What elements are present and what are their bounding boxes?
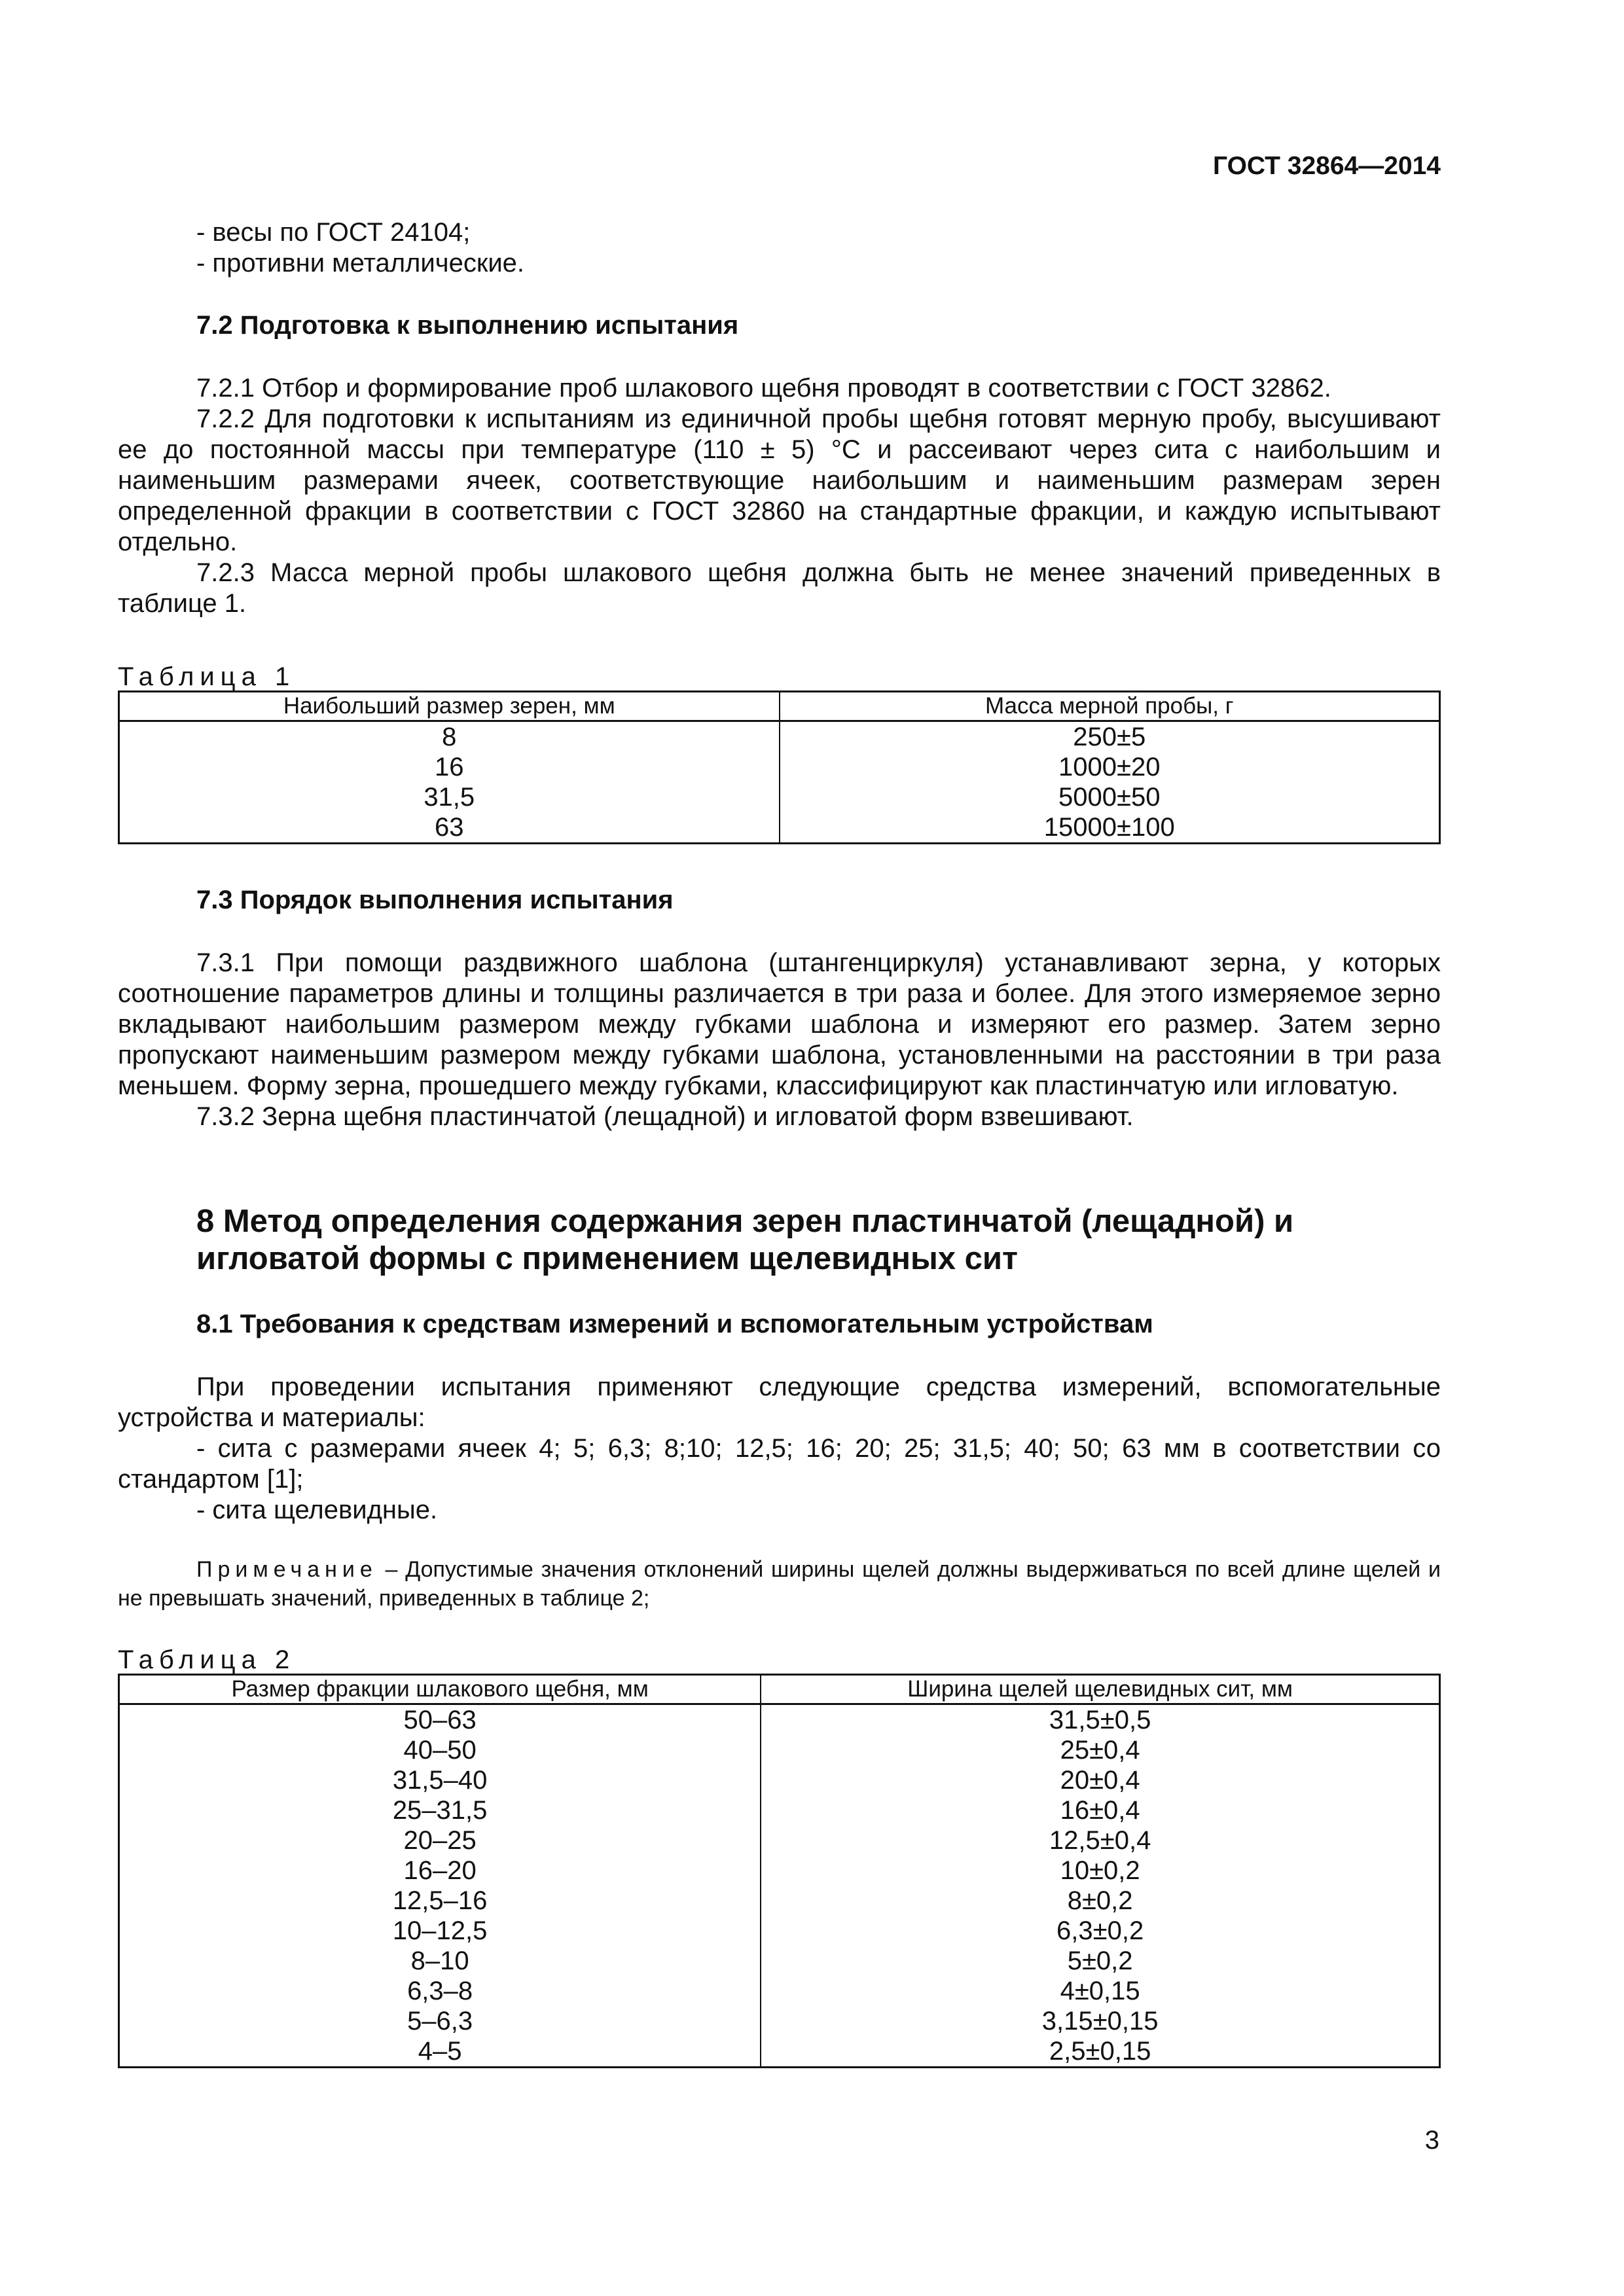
table-row (119, 1916, 1440, 1946)
table-caption: Таблица 2 (118, 1645, 296, 1674)
table-cell: 63 (119, 812, 780, 844)
section-8 (118, 1203, 1441, 1278)
table-cell: 16 (119, 752, 780, 782)
table-cell: 16±0,4 (761, 1795, 1439, 1825)
table-row (119, 1856, 1440, 1886)
chapter-title-line: игловатой формы с применением щелевидных сит (196, 1241, 1019, 1276)
table-header-cell: Ширина щелей щелевидных сит, мм (761, 1675, 1439, 1704)
table-cell: 12,5±0,4 (761, 1825, 1439, 1856)
table-cell: 5±0,2 (761, 1946, 1439, 1976)
table-cell: 1000±20 (780, 752, 1440, 782)
table-caption: Таблица 1 (118, 662, 296, 691)
table-cell: 10–12,5 (119, 1916, 761, 1946)
table-row (119, 782, 1440, 812)
table-cell: 16–20 (119, 1856, 761, 1886)
table-cell: 31,5–40 (119, 1765, 761, 1795)
table-header-cell: Наибольший размер зерен, мм (119, 692, 780, 721)
table-cell: 20±0,4 (761, 1765, 1439, 1795)
list-item: - противни металлические. (196, 249, 525, 278)
note-text: – Допустимые значения отклонений ширины щелей должны выдерживаться по всей длине щелей и не превышать значений, приведенных в таблице 2; (118, 1557, 1441, 1611)
paragraph: 7.3.2 Зерна щебня пластинчатой (лещадной) и игловатой форм взвешивают. (196, 1102, 1134, 1131)
table-row (119, 1825, 1440, 1856)
table-1-block (118, 663, 1441, 844)
section-7-3-body (118, 948, 1441, 1132)
paragraph: 7.3.1 При помощи раздвижного шаблона (штангенциркуля) устанавливают зерна, у которых соотношение параметров длины и толщины различается в три раза и более. Для этого измеряемое зерно вкладывают наибольшим размером между губками шаблона и измеряют его размер. Затем зерно пропускают наименьшим размером между губками шаблона, установленными на расстоянии в три раза меньшем. Форму зерна, прошедшего между губками, классифицируют как пластинчатую или игловатую. (118, 948, 1441, 1100)
paragraph: 7.2.3 Масса мерной пробы шлакового щебня должна быть не менее значений приведенных в таблице 1. (118, 558, 1441, 618)
table-cell: 8–10 (119, 1946, 761, 1976)
intro-list (118, 217, 1441, 279)
table-cell: 8 (119, 721, 780, 753)
table-2-block (118, 1646, 1441, 2068)
section-7-2-body (118, 373, 1441, 619)
table-cell: 20–25 (119, 1825, 761, 1856)
table-cell: 50–63 (119, 1704, 761, 1736)
section-title: 7.3 Порядок выполнения испытания (196, 886, 674, 914)
table-cell: 31,5±0,5 (761, 1704, 1439, 1736)
chapter-title-line: 8 Метод определения содержания зерен пластинчатой (лещадной) и (196, 1204, 1294, 1239)
table-row (119, 812, 1440, 844)
table-row (119, 1976, 1440, 2006)
section-7-2 (118, 310, 1441, 341)
note-block (118, 1555, 1441, 1613)
table-cell: 8±0,2 (761, 1886, 1439, 1916)
table-cell: 2,5±0,15 (761, 2036, 1439, 2068)
section-8-1-body (118, 1372, 1441, 1526)
section-title: 7.2 Подготовка к выполнению испытания (196, 311, 739, 340)
table-cell: 31,5 (119, 782, 780, 812)
table-cell: 4–5 (119, 2036, 761, 2068)
paragraph: - сита с размерами ячеек 4; 5; 6,3; 8;10; 12,5; 16; 20; 25; 31,5; 40; 50; 63 мм в соответствии со стандартом [1]; (118, 1434, 1441, 1494)
note (118, 1555, 1441, 1613)
section-8-1 (118, 1309, 1441, 1340)
paragraph: 7.2.1 Отбор и формирование проб шлакового щебня проводят в соответствии с ГОСТ 32862. (196, 374, 1331, 403)
note-label: Примечание (196, 1557, 378, 1582)
page-number: 3 (1424, 2126, 1439, 2155)
table-header-cell: Масса мерной пробы, г (780, 692, 1440, 721)
table-1 (118, 691, 1441, 844)
table-cell: 4±0,15 (761, 1976, 1439, 2006)
table-row (119, 2006, 1440, 2036)
table-row (119, 1946, 1440, 1976)
table-cell: 6,3–8 (119, 1976, 761, 2006)
table-cell: 12,5–16 (119, 1886, 761, 1916)
table-row (119, 752, 1440, 782)
paragraph: При проведении испытания применяют следующие средства измерений, вспомогательные устройства и материалы: (118, 1372, 1441, 1432)
table-cell: 10±0,2 (761, 1856, 1439, 1886)
table-cell: 25–31,5 (119, 1795, 761, 1825)
table-cell: 40–50 (119, 1735, 761, 1765)
table-row (119, 2036, 1440, 2068)
table-2 (118, 1674, 1441, 2068)
table-cell: 5–6,3 (119, 2006, 761, 2036)
table-row (119, 1735, 1440, 1765)
table-cell: 250±5 (780, 721, 1440, 753)
section-7-3 (118, 885, 1441, 916)
paragraph: 7.2.2 Для подготовки к испытаниям из единичной пробы щебня готовят мерную пробу, высушивают ее до постоянной массы при температуре (110 ± 5) °С и рассеивают через сита с наибольшим и наименьшим размерами ячеек, соответствующие наибольшим и наименьшим размерам зерен определенной фракции в соответствии с ГОСТ 32860 на стандартные фракции, и каждую испытывают отдельно. (118, 404, 1441, 556)
table-cell: 25±0,4 (761, 1735, 1439, 1765)
table-cell: 15000±100 (780, 812, 1440, 844)
list-item: - весы по ГОСТ 24104; (196, 218, 471, 247)
document-code: ГОСТ 32864—2014 (1213, 152, 1441, 180)
paragraph: - сита щелевидные. (196, 1496, 438, 1524)
table-cell: 6,3±0,2 (761, 1916, 1439, 1946)
table-header-cell: Размер фракции шлакового щебня, мм (119, 1675, 761, 1704)
table-row (119, 721, 1440, 753)
table-row (119, 1795, 1440, 1825)
table-cell: 5000±50 (780, 782, 1440, 812)
section-title: 8.1 Требования к средствам измерений и вспомогательным устройствам (196, 1310, 1153, 1338)
table-row (119, 1765, 1440, 1795)
table-row (119, 1704, 1440, 1736)
table-row (119, 1886, 1440, 1916)
table-cell: 3,15±0,15 (761, 2006, 1439, 2036)
chapter-title (118, 1203, 1441, 1278)
